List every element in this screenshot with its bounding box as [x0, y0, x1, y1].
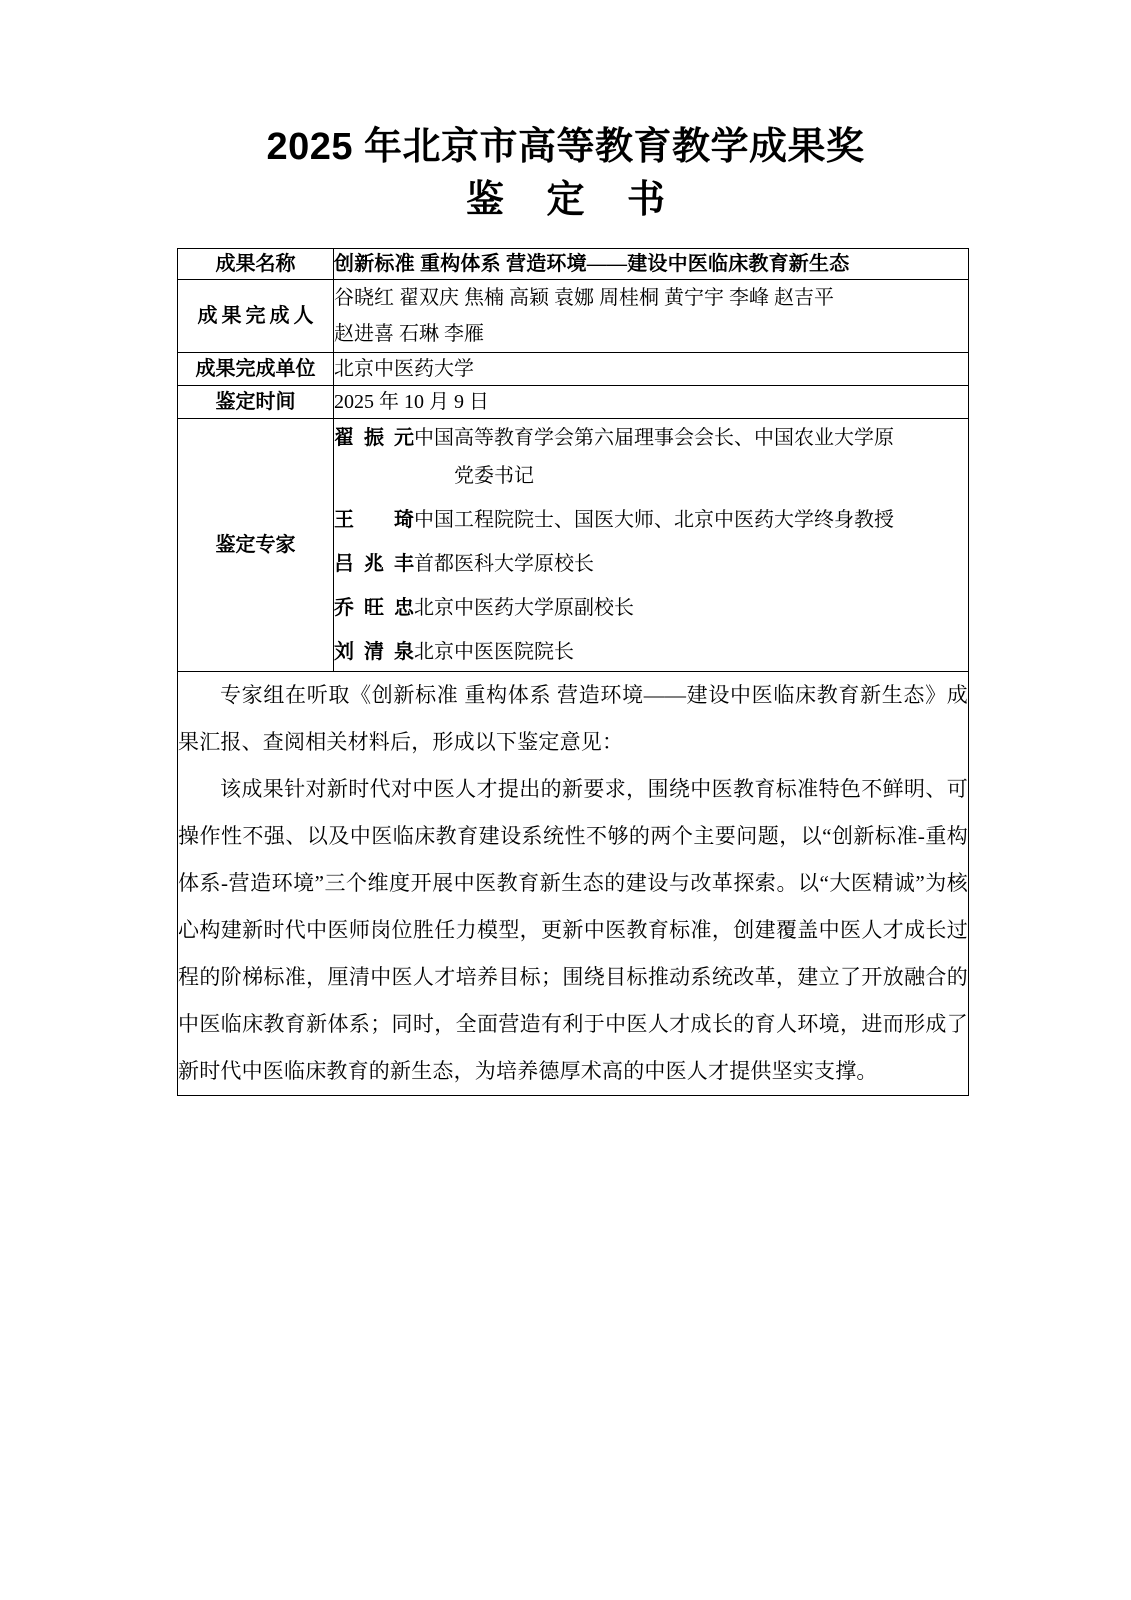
expert-description — [414, 501, 944, 539]
label-contributors: 成果完成人 — [178, 280, 334, 353]
expert-description-line-2: 党委书记 — [454, 465, 534, 487]
label-institution: 成果完成单位 — [178, 353, 334, 386]
value-institution-cell — [334, 353, 969, 386]
label-appraisal-date: 鉴定时间 — [178, 386, 334, 419]
value-achievement-name: 创新标准 重构体系 营造环境——建设中医临床教育新生态 — [334, 253, 850, 275]
expert-description-line-1: 中国工程院院士、国医大师、北京中医药大学终身教授 — [414, 509, 894, 531]
table-row-experts — [178, 419, 969, 672]
expert-description — [414, 545, 944, 583]
expert-name: 刘清泉 — [334, 641, 414, 663]
value-experts-cell — [334, 419, 969, 672]
expert-entry — [334, 419, 968, 495]
value-appraisal-date-cell — [334, 386, 969, 419]
expert-description-line-1: 北京中医医院院长 — [414, 641, 574, 663]
expert-name: 吕兆丰 — [334, 553, 414, 575]
appraisal-opinion-body — [178, 672, 969, 1096]
expert-description-line-1: 首都医科大学原校长 — [414, 553, 594, 575]
expert-description — [414, 589, 944, 627]
value-contributors-cell — [334, 280, 969, 353]
table-row-institution — [178, 353, 969, 386]
value-appraisal-date: 2025 年 10 月 9 日 — [334, 391, 489, 413]
table-row-opinion — [178, 672, 969, 1096]
label-experts: 鉴定专家 — [178, 419, 334, 672]
expert-name: 王琦 — [334, 509, 414, 531]
expert-name: 翟振元 — [334, 427, 414, 449]
expert-entry — [334, 501, 968, 539]
expert-description — [414, 419, 944, 495]
expert-description-line-1: 北京中医药大学原副校长 — [414, 597, 634, 619]
expert-description-line-1: 中国高等教育学会第六届理事会会长、中国农业大学原 — [414, 427, 894, 449]
contributors-line-2: 赵进喜 石琳 李雁 — [334, 323, 484, 345]
label-achievement-name: 成果名称 — [178, 249, 334, 280]
value-institution: 北京中医药大学 — [334, 358, 474, 380]
expert-entry — [334, 633, 968, 671]
page-title-primary: 2025 年北京市高等教育教学成果奖 — [266, 126, 865, 168]
value-achievement-name-cell — [334, 249, 969, 280]
contributors-list — [334, 280, 968, 352]
table-row-appraisal-date — [178, 386, 969, 419]
contributors-line-1: 谷晓红 翟双庆 焦楠 高颖 袁娜 周桂桐 黄宁宇 李峰 赵吉平 — [334, 287, 834, 309]
opinion-paragraph-2: 该成果针对新时代对中医人才提出的新要求，围绕中医教育标准特色不鲜明、可操作性不强、以及中医临床教育建设系统性不够的两个主要问题，以“创新标准-重构体系-营造环境”三个维度开展中医教育新生态的建设与改革探索。以“大医精诚”为核心构建新时代中医师岗位胜任力模型，更新中医教育标准，创建覆盖中医人才成长过程的阶梯标准，厘清中医人才培养目标；围绕目标推动系统改革，建立了开放融合的中医临床教育新体系；同时，全面营造有利于中医人才成长的育人环境，进而形成了新时代中医临床教育的新生态，为培养德厚术高的中医人才提供坚实支撑。 — [178, 777, 968, 1083]
expert-name: 乔旺忠 — [334, 597, 414, 619]
expert-entry — [334, 589, 968, 627]
page-title-secondary: 鉴 定 书 — [465, 179, 682, 221]
opinion-paragraph-1: 专家组在听取《创新标准 重构体系 营造环境——建设中医临床教育新生态》成果汇报、查阅相关材料后，形成以下鉴定意见： — [178, 683, 968, 754]
expert-entry — [334, 545, 968, 583]
document-title-block — [0, 0, 1131, 228]
expert-description — [414, 633, 944, 671]
table-row-contributors — [178, 280, 969, 353]
appraisal-table — [177, 248, 969, 1096]
table-row-achievement-name — [178, 249, 969, 280]
